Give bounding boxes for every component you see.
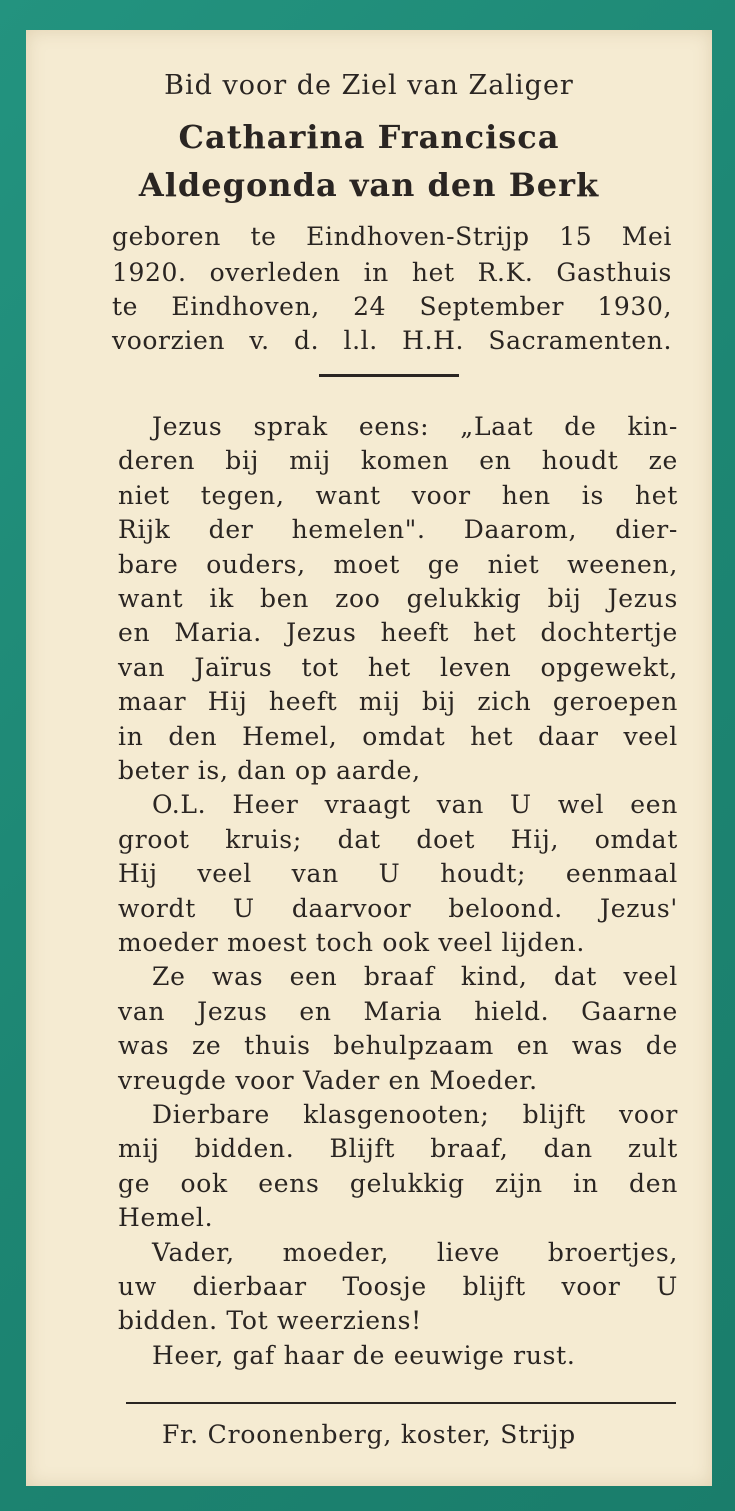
birth-line: voorzien v. d. l.l. H.H. Sacramenten. <box>112 326 672 355</box>
deceased-name-line-2: Aldegonda van den Berk <box>138 166 600 204</box>
prayer-line: in den Hemel, omdat het daar veel <box>118 721 678 751</box>
prayer-line: was ze thuis behulpzaam en was de <box>118 1031 678 1061</box>
prayer-line: en Maria. Jezus heeft het dochtertje <box>118 618 678 648</box>
birth-line: geboren te Eindhoven-Strijp 15 Mei <box>112 222 672 251</box>
memorial-card <box>26 30 712 1486</box>
prayer-line: wordt U daarvoor beloond. Jezus' <box>118 893 678 923</box>
prayer-line: O.L. Heer vraagt van U wel een <box>152 790 678 820</box>
prayer-line: uw dierbaar Toosje blijft voor U <box>118 1272 678 1301</box>
prayer-line: groot kruis; dat doet Hij, omdat <box>118 824 678 854</box>
prayer-line: bidden. Tot weerziens! <box>118 1306 422 1336</box>
prayer-line: maar Hij heeft mij bij zich geroepen <box>118 687 678 717</box>
divider-long <box>126 1402 676 1404</box>
prayer-line: bare ouders, moet ge niet weenen, <box>118 549 678 579</box>
prayer-line: Vader, moeder, lieve broertjes, <box>152 1237 678 1267</box>
intro-line: Bid voor de Ziel van Zaliger <box>164 70 574 101</box>
divider-short <box>319 374 459 377</box>
prayer-line: van Jaïrus tot het leven opgewekt, <box>118 652 678 682</box>
prayer-line: Ze was een braaf kind, dat veel <box>152 962 678 992</box>
prayer-line: mij bidden. Blijft braaf, dan zult <box>118 1134 678 1164</box>
prayer-line: Hij veel van U houdt; eenmaal <box>118 859 678 889</box>
prayer-line: Dierbare klasgenooten; blijft voor <box>152 1100 678 1129</box>
prayer-line: ge ook eens gelukkig zijn in den <box>118 1168 678 1198</box>
deceased-name-line-1: Catharina Francisca <box>178 118 560 156</box>
prayer-line: niet tegen, want voor hen is het <box>118 480 678 510</box>
prayer-line: deren bij mij komen en houdt ze <box>118 446 678 476</box>
prayer-line: Rijk der hemelen". Daarom, dier- <box>118 515 678 545</box>
printer-credit: Fr. Croonenberg, koster, Strijp <box>162 1420 576 1449</box>
birth-line: 1920. overleden in het R.K. Gasthuis <box>112 258 672 287</box>
birth-line: te Eindhoven, 24 September 1930, <box>112 292 672 321</box>
prayer-line: Hemel. <box>118 1203 214 1233</box>
prayer-line: beter is, dan op aarde, <box>118 756 421 785</box>
prayer-line: want ik ben zoo gelukkig bij Jezus <box>118 584 678 613</box>
prayer-line: moeder moest toch ook veel lijden. <box>118 928 586 957</box>
prayer-line: Heer, gaf haar de eeuwige rust. <box>152 1340 576 1370</box>
prayer-line: van Jezus en Maria hield. Gaarne <box>118 996 678 1026</box>
prayer-line: vreugde voor Vader en Moeder. <box>118 1065 538 1095</box>
prayer-line: Jezus sprak eens: „Laat de kin- <box>152 412 678 441</box>
